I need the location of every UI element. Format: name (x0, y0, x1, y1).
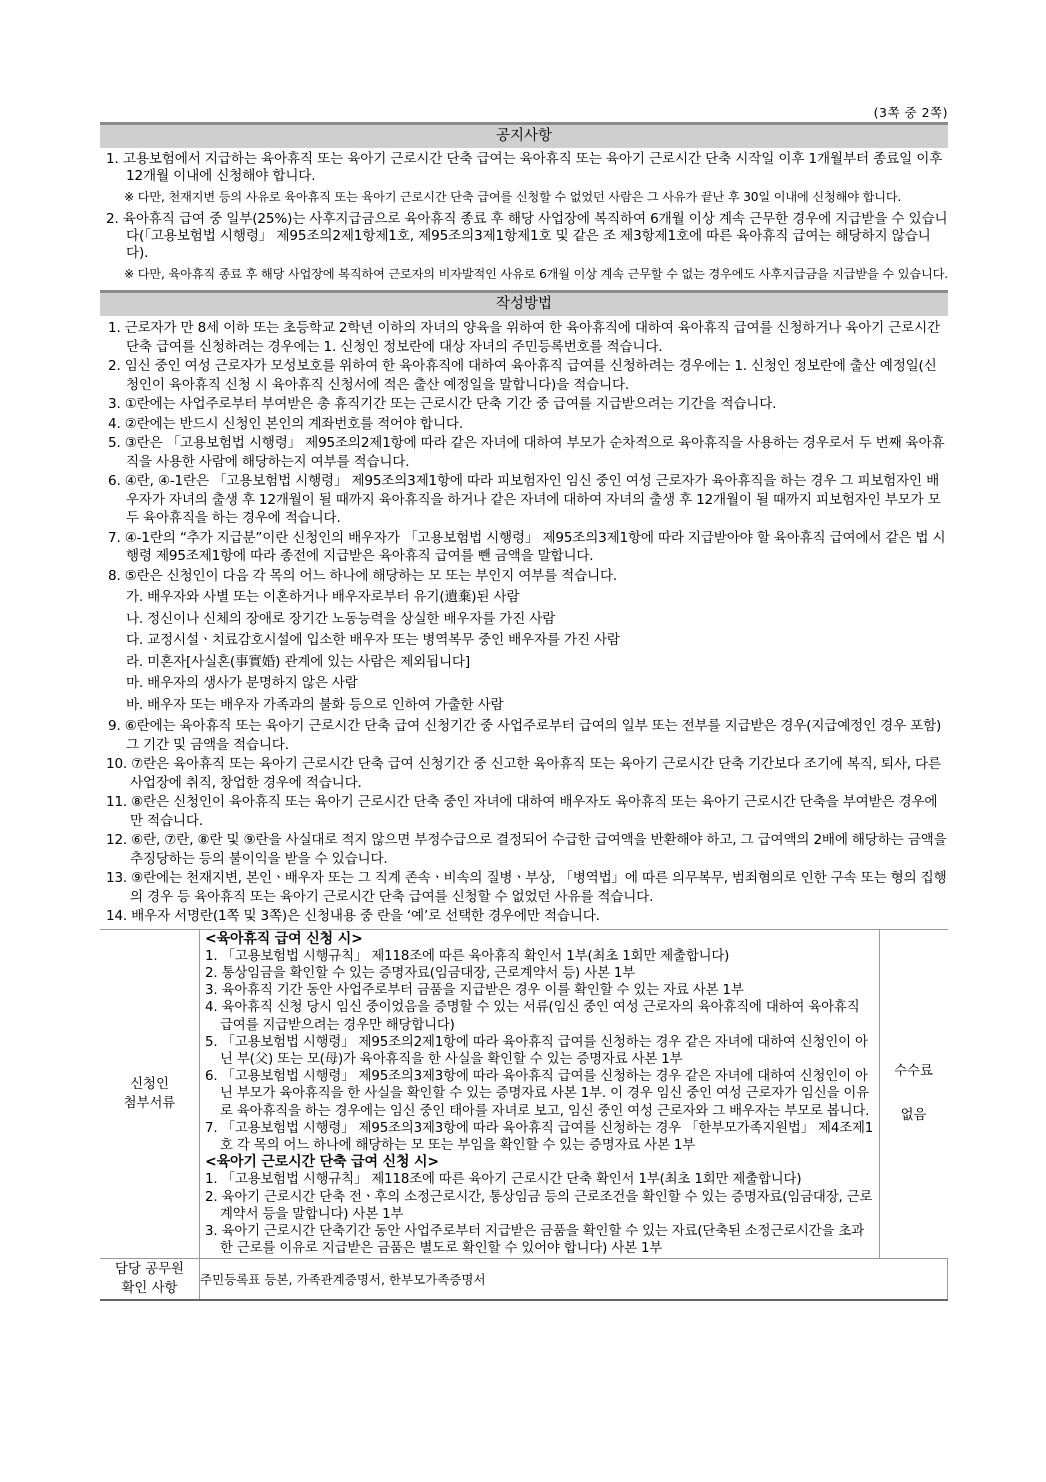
notice-note: ※ 다만, 육아휴직 종료 후 해당 사업장에 복직하여 근로자의 비자발적인 사유로 6개월 이상 계속 근무할 수 없는 경우에도 사후지급금을 지급받을 수 있습니다. (124, 267, 948, 281)
method-item: 10. ⑦란은 육아휴직 또는 육아기 근로시간 단축 급여 신청기간 중 신고한 육아휴직 또는 육아기 근로시간 단축 기간보다 조기에 복직, 퇴사, 다른 사업장에 취직, 창업한 경우에 적습니다. (106, 756, 941, 791)
reduction-doc: 2. 육아기 근로시간 단축 전ㆍ후의 소정근로시간, 통상임금 등의 근로조건을 확인할 수 있는 증명자료(임금대장, 근로계약서 등을 말합니다) 사본 1부 (205, 1189, 873, 1222)
notice-section (100, 148, 948, 290)
method-item: 8. ⑤란은 신청인이 다음 각 목의 어느 하나에 해당하는 모 또는 부인지 여부를 적습니다. (108, 567, 617, 584)
method-subitem: 마. 배우자의 생사가 분명하지 않은 사람 (126, 675, 358, 691)
method-subitem: 다. 교정시설ㆍ치료감호시설에 입소한 배우자 또는 병역복무 중인 배우자를 가진 사람 (126, 632, 620, 648)
official-check-label-line: 담당 공무원 (115, 1262, 184, 1278)
method-heading: 작성방법 (100, 290, 948, 316)
notice-item: 1. 고용보험에서 지급하는 육아휴직 또는 육아기 근로시간 단축 급여는 육아휴직 또는 육아기 근로시간 단축 시작일 이후 1개월부터 종료일 이후 12개월 이내에 신청해야 합니다. (106, 151, 943, 184)
page-number: (3쪽 중 2쪽) (873, 105, 948, 120)
reduction-doc: 3. 육아기 근로시간 단축기간 동안 사업주로부터 지급받은 금품을 확인할 수 있는 자료(단축된 소정근로시간을 초과한 근로를 이유로 지급받은 금품은 별도로 확인할 수 있어야 합니다) 사본 1부 (205, 1223, 865, 1257)
method-item: 9. ⑥란에는 육아휴직 또는 육아기 근로시간 단축 급여 신청기간 중 사업주로부터 급여의 일부 또는 전부를 지급받은 경우(지급예정인 경우 포함) 그 기간 및 금액을 적습니다. (108, 718, 942, 753)
method-item: 11. ⑧란은 신청인이 육아휴직 또는 육아기 근로시간 단축 중인 자녀에 대하여 배우자도 육아휴직 또는 육아기 근로시간 단축을 부여받은 경우에만 적습니다. (106, 794, 938, 829)
fee-label: 수수료 (894, 1063, 933, 1079)
official-check-label-line: 확인 사항 (121, 1281, 178, 1297)
leave-heading: <육아휴직 급여 신청 시> (205, 930, 363, 947)
method-subitem: 라. 미혼자[사실혼(事實婚) 관계에 있는 사람은 제외됩니다] (126, 653, 470, 670)
notice-note: ※ 다만, 천재지변 등의 사유로 육아휴직 또는 육아기 근로시간 단축 급여를 신청할 수 없었던 사람은 그 사유가 끝난 후 30일 이내에 신청해야 합니다. (124, 190, 902, 204)
method-item: 14. 배우자 서명란(1쪽 및 3쪽)은 신청내용 중 란을 ‘예’로 선택한 경우에만 적습니다. (106, 908, 600, 924)
method-item: 4. ②란에는 반드시 신청인 본인의 계좌번호를 적어야 합니다. (108, 415, 463, 432)
method-section (100, 316, 948, 929)
reduction-heading: <육아기 근로시간 단축 급여 신청 시> (205, 1154, 440, 1171)
method-subitem: 바. 배우자 또는 배우자 가족과의 불화 등으로 인하여 가출한 사람 (126, 696, 504, 713)
notice-item: 2. 육아휴직 급여 중 일부(25%)는 사후지급금으로 육아휴직 종료 후 해당 사업장에 복직하여 6개월 이상 계속 근무한 경우에 지급받을 수 있습니다(「고용보험법 시행령」 제95조의2제1항제1호, 제95조의3제1항제1호 및 같은 조 제3항제1호에 따른 육아휴직 급여는 해당하지 않습니다). (106, 211, 948, 261)
leave-doc: 2. 통상임금을 확인할 수 있는 증명자료(임금대장, 근로계약서 등) 사본 1부 (205, 965, 636, 981)
method-subitem: 나. 정신이나 신체의 장애로 장기간 노동능력을 상실한 배우자를 가진 사람 (126, 610, 556, 627)
method-item: 2. 임신 중인 여성 근로자가 모성보호를 위하여 한 육아휴직에 대하여 육아휴직 급여를 신청하려는 경우에는 1. 신청인 정보란에 출산 예정일(신청인이 육아휴직 신청 시 육아휴직 신청서에 적은 출산 예정일을 말합니다)을 적습니다. (108, 358, 937, 393)
leave-doc: 4. 육아휴직 신청 당시 임신 중이었음을 증명할 수 있는 서류(임신 중인 여성 근로자의 육아휴직에 대하여 육아휴직 급여를 지급받으려는 경우만 해당합니다) (205, 1000, 860, 1033)
method-item: 13. ⑨란에는 천재지변, 본인ㆍ배우자 또는 그 직계 존속ㆍ비속의 질병ㆍ부상, 「병역법」에 따른 의무복무, 범죄혐의로 인한 구속 또는 형의 집행의 경우 등 육아휴직 또는 육아기 근로시간 단축 급여를 신청할 수 없었던 사유를 적습니다. (106, 870, 947, 905)
method-item: 5. ③란은 「고용보험법 시행령」 제95조의2제1항에 따라 같은 자녀에 대하여 부모가 순차적으로 육아휴직을 사용하는 경우로서 두 번째 육아휴직을 사용한 사람에 해당하는지 여부를 적습니다. (108, 435, 945, 470)
attachments-label-line: 첨부서류 (123, 1095, 176, 1111)
official-check-content: 주민등록표 등본, 가족관계증명서, 한부모가족증명서 (200, 1259, 948, 1301)
leave-doc: 5. 「고용보험법 시행령」 제95조의2제1항에 따라 육아휴직 급여를 신청하는 경우 같은 자녀에 대하여 신청인이 아닌 부(父) 또는 모(母)가 육아휴직을 한 사실을 확인할 수 있는 증명자료 사본 1부 (205, 1034, 868, 1067)
method-item: 6. ④란, ④-1란은 「고용보험법 시행령」 제95조의3제1항에 따라 피보험자인 임신 중인 여성 근로자가 육아휴직을 하는 경우 그 피보험자인 배우자가 자녀의 출생 후 12개월이 될 때까지 육아휴직을 하거나 같은 자녀에 대하여 자녀의 출생 후 12개월이 될 때까지 피보험자인 부모가 모두 육아휴직을 하는 경우에 적습니다. (108, 473, 941, 526)
attachments-label (100, 929, 200, 1259)
leave-doc: 1. 「고용보험법 시행규칙」 제118조에 따른 육아휴직 확인서 1부(최초 1회만 제출합니다) (205, 948, 730, 964)
attachments-table (100, 929, 948, 1302)
method-item: 3. ①란에는 사업주로부터 부여받은 총 휴직기간 또는 근로시간 단축 기간 중 급여를 지급받으려는 기간을 적습니다. (108, 396, 777, 412)
fee-cell (879, 929, 948, 1259)
attachments-label-line: 신청인 (130, 1076, 169, 1092)
notice-heading: 공지사항 (100, 122, 948, 148)
attachments-docs (200, 929, 880, 1259)
reduction-doc: 1. 「고용보험법 시행규칙」 제118조에 따른 육아기 근로시간 단축 확인서 1부(최초 1회만 제출합니다) (205, 1172, 802, 1188)
method-item: 1. 근로자가 만 8세 이하 또는 초등학교 2학년 이하의 자녀의 양육을 위하여 한 육아휴직에 대하여 육아휴직 급여를 신청하거나 육아기 근로시간 단축 급여를 신청하려는 경우에는 1. 신청인 정보란에 대상 자녀의 주민등록번호를 적습니다. (108, 320, 940, 355)
method-item: 12. ⑥란, ⑦란, ⑧란 및 ⑨란을 사실대로 적지 않으면 부정수급으로 결정되어 수급한 급여액을 반환해야 하고, 그 급여액의 2배에 해당하는 금액을 추징당하는 등의 불이익을 받을 수 있습니다. (106, 832, 947, 867)
method-subitem: 가. 배우자와 사별 또는 이혼하거나 배우자로부터 유기(遺棄)된 사람 (126, 589, 520, 605)
leave-doc: 7. 「고용보험법 시행령」 제95조의3제3항에 따라 육아휴직 급여를 신청하는 경우 「한부모가족지원법」 제4조제1호 각 목의 어느 하나에 해당하는 모 또는 부임을 확인할 수 있는 증명자료 사본 1부 (205, 1120, 874, 1153)
method-item: 7. ④-1란의 “추가 지급분”이란 신청인의 배우자가 「고용보험법 시행령」 제95조의3제1항에 따라 지급받아야 할 육아휴직 급여에서 같은 법 시행령 제95조제1항에 따라 종전에 지급받은 육아휴직 급여를 뺀 금액을 말합니다. (108, 529, 946, 564)
official-check-label (100, 1259, 200, 1301)
leave-doc: 3. 육아휴직 기간 동안 사업주로부터 금품을 지급받은 경우 이를 확인할 수 있는 자료 사본 1부 (205, 983, 744, 999)
fee-value: 없음 (900, 1107, 927, 1123)
form-page (100, 104, 948, 1301)
leave-doc: 6. 「고용보험법 시행령」 제95조의3제3항에 따라 육아휴직 급여를 신청하는 경우 같은 자녀에 대하여 신청인이 아닌 부모가 육아휴직을 한 사실을 확인할 수 있는 증명자료 사본 1부. 이 경우 임신 중인 여성 근로자가 임신을 이유로 육아휴직을 하는 경우에는 임신 중인 태아를 자녀로 보고, 임신 중인 여성 근로자와 그 배우자는 부모로 봅니다. (205, 1069, 870, 1119)
